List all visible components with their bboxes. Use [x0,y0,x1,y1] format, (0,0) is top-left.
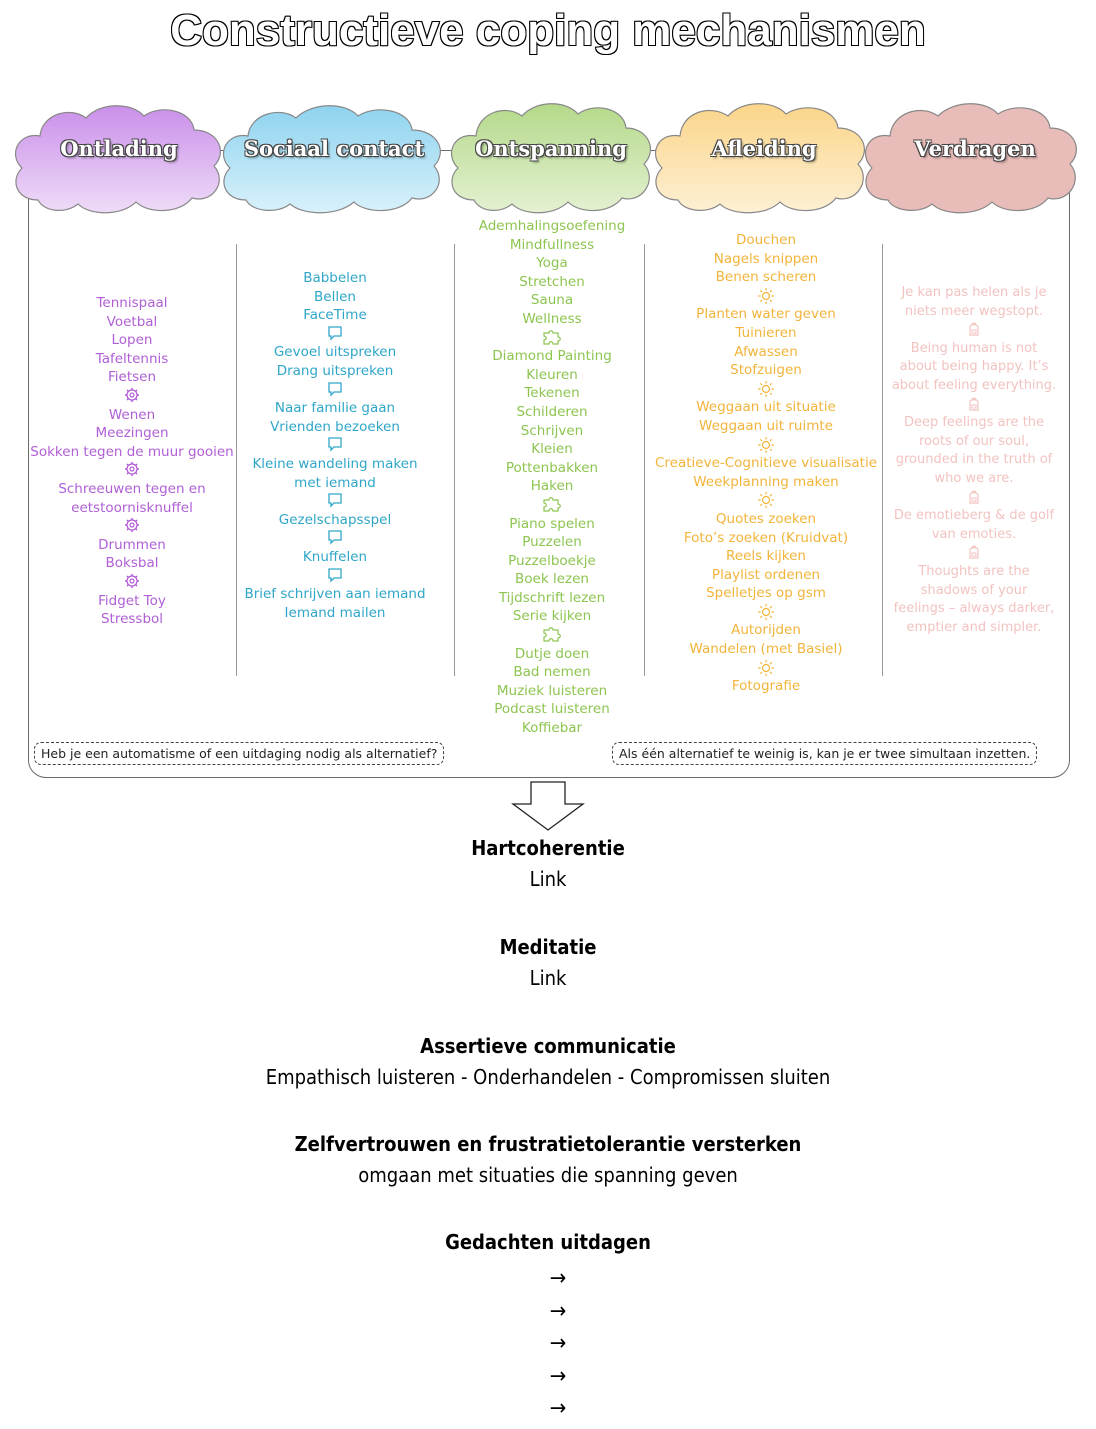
list-item: Bellen [314,288,356,305]
gear-icon [30,517,234,536]
list-item: Schreeuwen tegen en [58,480,206,497]
right-arrow-icon: → [549,1266,567,1291]
right-arrow-icon: → [549,1396,567,1421]
list-item: Bad nemen [513,664,591,681]
list-item: Diamond Painting [492,348,612,365]
section-title: Gedachten uitdagen [445,1230,651,1254]
list-item: Drummen [98,536,166,553]
list-item: Tafeltennis [95,350,169,367]
speech-bubble-icon [238,529,432,548]
list-item: Deep feelings are the [903,415,1045,431]
gear-icon [30,387,234,406]
note-simultaan: Als één alternatief te weinig is, kan je er twee simultaan inzetten. [612,742,1037,765]
sun-icon [646,603,886,622]
section-zelfvertrouwen [0,1129,1096,1191]
list-item: Kleuren [526,366,578,383]
list-item: Wandelen (met Basiel) [689,641,843,658]
list-item: Douchen [735,232,797,248]
sun-icon [646,380,886,399]
backpack-icon [884,396,1064,415]
right-arrow-icon: → [549,1363,567,1389]
column-verdragen [884,284,1064,637]
list-item: Stretchen [519,273,585,290]
list-item: Wenen [108,406,156,423]
list-item: Playlist ordenen [711,566,821,583]
list-item: Iemand mailen [284,604,386,621]
right-arrow-icon: → [549,1298,567,1324]
list-item: Boksbal [105,555,159,572]
section-title: Hartcoherentie [471,836,625,860]
list-item: Tijdschrift lezen [498,589,606,606]
list-item: Mindfullness [509,236,595,253]
list-item: Gevoel uitspreken [273,344,397,361]
list-item: Afwassen [734,343,798,360]
section-body: omgaan met situaties die spanning geven [358,1163,738,1187]
right-arrow-icon: → [549,1331,567,1356]
list-item: Gezelschapsspel [278,511,392,528]
backpack-icon [884,489,1064,508]
category-label-ontspanning: Ontspanning [475,136,627,161]
category-label-sociaal-contact: Sociaal contact [243,136,425,161]
sun-icon [646,287,886,306]
list-item: Knuffelen [302,548,368,565]
category-label-afleiding: Afleiding [711,136,817,161]
speech-bubble-icon [238,567,432,586]
list-item: Weekplanning maken [693,473,839,490]
list-item: Voetbal [106,313,158,330]
list-item: Piano spelen [509,515,595,532]
section-body: Empathisch luisteren - Onderhandelen - Compromissen sluiten [265,1065,831,1089]
list-item: emptier and simpler. [906,619,1042,635]
list-item: Fietsen [107,369,157,386]
list-item: about feeling everything. [891,377,1057,393]
section-gedachten-uitdagen [0,1227,1096,1426]
column-divider [454,244,455,676]
list-item: Sokken tegen de muur gooien [30,443,234,460]
speech-bubble-icon [238,436,432,455]
section-title: Assertieve communicatie [420,1034,676,1058]
list-item: Podcast luisteren [494,701,610,718]
list-item: van emoties. [931,526,1017,542]
list-item: Sauna [530,292,574,309]
list-item: Haken [530,478,574,495]
list-item: Schilderen [516,403,588,420]
list-item: Brief schrijven aan iemand [244,586,426,603]
list-item: Kleine wandeling maken [252,455,418,472]
list-item: about being happy. It’s [899,359,1049,375]
list-item: Wellness [522,310,582,327]
section-title: Meditatie [499,935,597,959]
sun-icon [646,491,886,510]
speech-bubble-icon [238,381,432,400]
speech-bubble-icon [238,325,432,344]
section-hartcoherentie [0,833,1096,895]
list-item: Puzzelen [522,534,582,551]
gear-icon [30,461,234,480]
list-item: Tennispaal [96,295,168,311]
list-item: Drang uitspreken [276,362,394,379]
note-automatisme: Heb je een automatisme of een uitdaging nodig als alternatief? [34,742,444,765]
list-item: Reels kijken [726,548,806,565]
list-item: Vrienden bezoeken [270,418,400,435]
puzzle-icon [456,626,648,645]
list-item: FaceTime [303,307,367,324]
list-item: Boek lezen [515,571,589,588]
list-item: Pottenbakken [505,459,599,476]
section-meditatie [0,932,1096,994]
column-divider [236,244,237,676]
list-item: Spelletjes op gsm [706,585,826,602]
list-item: De emotieberg & de golf [893,508,1055,524]
list-item: Naar familie gaan [274,400,396,417]
list-item: shadows of your [920,582,1028,598]
list-item: Foto’s zoeken (Kruidvat) [683,529,849,546]
list-item: Autorijden [731,622,801,639]
puzzle-icon [456,329,648,348]
list-item: Fotografie [731,678,801,695]
sun-icon [646,436,886,455]
list-item: eetstoornisknuffel [71,499,193,516]
list-item: Weggaan uit ruimte [699,417,833,434]
list-item: met iemand [294,474,376,491]
list-item: Being human is not [910,340,1038,356]
speech-bubble-icon [238,492,432,511]
list-item: Kleien [531,441,573,458]
list-item: Tuinieren [735,324,797,341]
sun-icon [646,659,886,678]
list-item: roots of our soul, [918,433,1029,449]
column-sociaal-contact [238,269,432,622]
list-item: Dutje doen [514,645,590,662]
section-link[interactable]: Link [529,867,567,891]
gear-icon [30,573,234,592]
list-item: Babbelen [303,270,367,286]
list-item: Meezingen [95,425,169,442]
list-item: Benen scheren [715,269,817,286]
puzzle-icon [456,496,648,515]
list-item: Koffiebar [521,720,583,737]
list-item: Puzzelboekje [508,552,596,569]
list-item: who we are. [934,470,1014,486]
category-label-verdragen: Verdragen [914,136,1036,161]
list-item: Thoughts are the [918,563,1030,579]
list-item: Tekenen [524,385,580,402]
list-item: Fidget Toy [98,592,166,609]
page-title: Constructieve coping mechanismen [170,6,926,55]
section-title: Zelfvertrouwen en frustratietolerantie versterken [294,1132,802,1156]
column-ontspanning [456,217,648,738]
arrow-down-icon [511,780,585,832]
list-item: Serie kijken [512,608,592,625]
list-item: Je kan pas helen als je [901,285,1047,300]
list-item: Nagels knippen [713,250,819,267]
list-item: Schrijven [520,422,584,439]
list-item: Yoga [536,255,568,272]
backpack-icon [884,321,1064,340]
section-assertieve-communicatie [0,1031,1096,1093]
list-item: Ademhalingsoefening [478,218,626,234]
column-afleiding [646,231,886,696]
list-item: Planten water geven [696,306,836,323]
backpack-icon [884,544,1064,563]
list-item: Stofzuigen [730,362,802,379]
list-item: Weggaan uit situatie [696,399,836,416]
list-item: feelings – always darker, [893,601,1055,617]
list-item: Muziek luisteren [496,682,608,699]
list-item: Lopen [111,332,153,349]
list-item: Stressbol [100,611,164,628]
list-item: niets meer wegstopt. [904,303,1044,319]
list-item: grounded in the truth of [895,452,1053,468]
section-link[interactable]: Link [529,966,567,990]
list-item: Quotes zoeken [715,510,817,527]
category-label-ontlading: Ontlading [60,136,178,161]
column-ontlading [30,294,234,629]
list-item: Creatieve-Cognitieve visualisatie [654,455,878,472]
